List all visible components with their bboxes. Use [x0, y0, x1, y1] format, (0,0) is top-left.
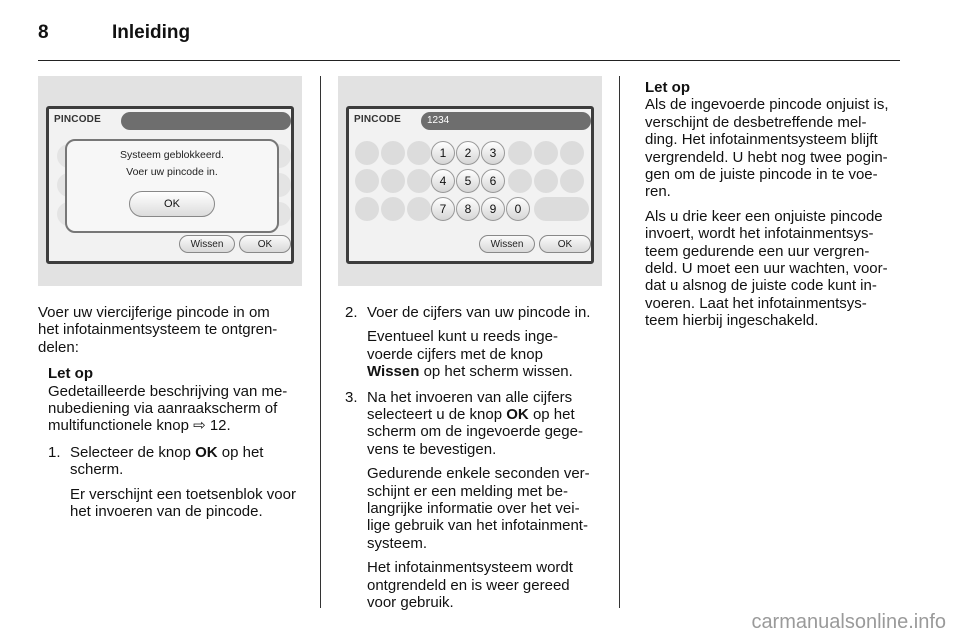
step-detail: langrijke informatie over het vei- [367, 500, 580, 518]
step-detail: lige gebruik van het infotainment- [367, 517, 588, 535]
figure-keypad-screen [338, 76, 602, 286]
step-number: 2. [345, 304, 358, 321]
step-detail: Eventueel kunt u reeds inge- [367, 328, 558, 346]
ok-button-reference: OK [506, 406, 529, 424]
inactive-key [381, 169, 405, 193]
note-line: vergrendeld. U hebt nog twee pogin- [645, 148, 888, 166]
inactive-key [407, 141, 431, 165]
left-column-text [38, 304, 310, 520]
dialog-message-2: Voer uw pincode in. [126, 166, 218, 178]
note-line: teem hierbij ingeschakeld. [645, 312, 819, 330]
inactive-key [381, 141, 405, 165]
note-line: ren. [645, 183, 671, 201]
key-7[interactable]: 7 [431, 197, 455, 221]
step-text: op het [532, 406, 575, 424]
column-divider-right [619, 76, 620, 608]
inactive-key [355, 169, 379, 193]
ok-button[interactable]: OK [539, 235, 591, 253]
note-line: ding. Het infotainmentsysteem blijft [645, 131, 878, 149]
clear-button[interactable]: Wissen [479, 235, 535, 253]
note-line: multifunctionele knop [48, 417, 189, 435]
figure-locked-screen [38, 76, 302, 286]
intro-line: het infotainmentsysteem te ontgren- [38, 321, 278, 339]
pincode-label: PINCODE [54, 114, 101, 125]
intro-line: delen: [38, 338, 79, 356]
inactive-key [560, 141, 584, 165]
key-6[interactable]: 6 [481, 169, 505, 193]
note-line: teem gedurende een uur vergren- [645, 242, 870, 260]
step-number: 1. [48, 443, 61, 461]
step-text: op het [221, 443, 264, 461]
column-divider-left [320, 76, 321, 608]
note-line: verschijnt de desbetreffende mel- [645, 113, 867, 131]
step-text: Voer de cijfers van uw pincode in. [367, 304, 591, 321]
step-text: selecteert u de knop [367, 406, 503, 424]
inactive-key [534, 169, 558, 193]
note-line: gen om de juiste pincode in te voe- [645, 166, 878, 184]
note-line: deld. U moet een uur wachten, voor- [645, 260, 888, 278]
pincode-entry-bar [121, 112, 291, 130]
list-item [48, 444, 310, 521]
middle-column-text [345, 304, 613, 612]
step-text: Na het invoeren van alle cijfers [367, 388, 573, 406]
inactive-key [534, 197, 589, 221]
pincode-label: PINCODE [354, 114, 401, 125]
note-line: Als de ingevoerde pincode onjuist is, [645, 96, 889, 114]
step-detail: op het scherm wissen. [423, 363, 573, 381]
step-detail: Gedurende enkele seconden ver- [367, 465, 590, 483]
inactive-key [407, 169, 431, 193]
note-heading: Let op [48, 365, 93, 383]
step-detail: voor gebruik. [367, 594, 454, 612]
display-screen [46, 106, 294, 264]
key-5[interactable]: 5 [456, 169, 480, 193]
step-detail: systeem. [367, 534, 428, 552]
step-detail: voerde cijfers met de knop [367, 345, 543, 363]
ok-button-reference: OK [195, 443, 218, 461]
step-number: 3. [345, 388, 358, 406]
dialog-message-1: Systeem geblokkeerd. [120, 149, 224, 161]
note-heading: Let op [645, 79, 690, 96]
page-reference-icon: ⇨ [193, 417, 206, 435]
note-line: nubediening via aanraakscherm of [48, 400, 278, 418]
step-detail: Het infotainmentsysteem wordt [367, 559, 573, 577]
page-header [38, 18, 190, 48]
step-text: scherm. [70, 461, 124, 479]
inactive-key [381, 197, 405, 221]
inactive-key [560, 169, 584, 193]
right-column-text [645, 79, 907, 330]
step-text: scherm om de ingevoerde gege- [367, 423, 583, 441]
dialog-ok-button[interactable]: OK [129, 191, 215, 217]
page-title: Inleiding [112, 22, 191, 43]
key-9[interactable]: 9 [481, 197, 505, 221]
key-3[interactable]: 3 [481, 141, 505, 165]
inactive-key [534, 141, 558, 165]
inactive-key [407, 197, 431, 221]
ok-button[interactable]: OK [239, 235, 291, 253]
watermark-text: carmanualsonline.info [751, 611, 946, 633]
note-block [38, 365, 310, 435]
clear-button-reference: Wissen [367, 363, 420, 381]
key-0[interactable]: 0 [506, 197, 530, 221]
key-2[interactable]: 2 [456, 141, 480, 165]
pincode-entry-bar: 1234 [421, 112, 591, 130]
page-reference-link[interactable]: 12. [209, 417, 231, 435]
step-detail: het invoeren van de pincode. [70, 503, 263, 521]
step-detail: ontgrendeld en is weer gereed [367, 576, 570, 594]
inactive-key [355, 141, 379, 165]
note-line: dat u alsnog de juiste code kunt in- [645, 277, 877, 295]
note-line: Gedetailleerde beschrijving van me- [48, 382, 288, 400]
header-divider [38, 60, 900, 61]
step-text: vens te bevestigen. [367, 440, 497, 458]
list-item [345, 389, 613, 612]
locked-dialog [65, 139, 279, 233]
key-8[interactable]: 8 [456, 197, 480, 221]
display-screen [346, 106, 594, 264]
key-1[interactable]: 1 [431, 141, 455, 165]
inactive-key [508, 141, 532, 165]
list-item [345, 304, 613, 381]
step-detail: Er verschijnt een toetsenblok voor [70, 485, 296, 503]
step-text: Selecteer de knop [70, 443, 191, 461]
intro-line: Voer uw viercijferige pincode in om [38, 304, 270, 321]
note-line: Als u drie keer een onjuiste pincode [645, 207, 883, 225]
key-4[interactable]: 4 [431, 169, 455, 193]
step-detail: schijnt er een melding met be- [367, 482, 568, 500]
page-number: 8 [38, 22, 49, 43]
note-line: invoert, wordt het infotainmentsys- [645, 225, 874, 243]
inactive-key [355, 197, 379, 221]
clear-button[interactable]: Wissen [179, 235, 235, 253]
note-line: voeren. Laat het infotainmentsys- [645, 294, 867, 312]
inactive-key [508, 169, 532, 193]
